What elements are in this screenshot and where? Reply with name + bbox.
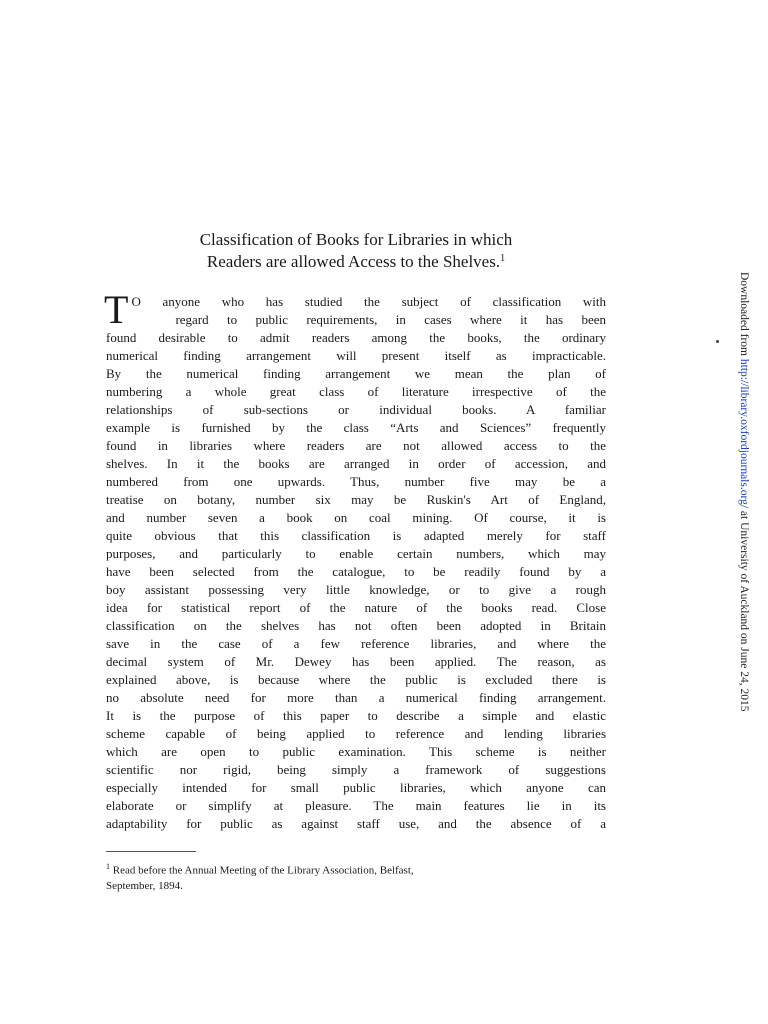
body-line: and number seven a book on coal mining. Of course, it is: [106, 510, 606, 525]
body-line: example is furnished by the class “Arts and Sciences” frequently: [106, 420, 606, 435]
body-line: classification on the shelves has not often been adopted in Britain: [106, 618, 606, 633]
body-line: boy assistant possessing very little knowledge, or to give a rough: [106, 582, 606, 597]
body-line: numbered from one upwards. Thus, number five may be a: [106, 474, 606, 489]
body-line: have been selected from the catalogue, to be readily found by a: [106, 564, 606, 579]
body-line: numerical finding arrangement will present itself as impracticable.: [106, 348, 606, 363]
body-line: found desirable to admit readers among the books, the ordinary: [106, 330, 606, 345]
download-prefix: Downloaded from: [738, 272, 750, 359]
footnote-mark: 1: [106, 862, 110, 871]
body-line: It is the purpose of this paper to describe a simple and elastic: [106, 708, 606, 723]
body-line: explained above, is because where the public is excluded there is: [106, 672, 606, 687]
body-line: shelves. In it the books are arranged in order of accession, and: [106, 456, 606, 471]
body-line: scheme capable of being applied to reference and lending libraries: [106, 726, 606, 741]
download-notice: [738, 272, 750, 712]
download-link[interactable]: http://library.oxfordjournals.org/: [738, 358, 750, 509]
body-line: regard to public requirements, in cases where it has been: [175, 312, 606, 327]
body-line: relationships of sub-sections or individual books. A familiar: [106, 402, 606, 417]
stray-mark: [716, 340, 719, 343]
body-line: scientific nor rigid, being simply a framework of suggestions: [106, 762, 606, 777]
body-line: numbering a whole great class of literature irrespective of the: [106, 384, 606, 399]
footnote-line-1: [106, 859, 606, 879]
title-footnote-mark: 1: [500, 253, 506, 264]
footnote-line-2: September, 1894.: [106, 879, 183, 892]
body-line: By the numerical finding arrangement we mean the plan of: [106, 366, 606, 381]
body-line: especially intended for small public libraries, which anyone can: [106, 780, 606, 795]
body-line: no absolute need for more than a numerical finding arrangement.: [106, 690, 606, 705]
title-line-2-text: Readers are allowed Access to the Shelves.: [206, 252, 501, 271]
body-line: quite obvious that this classification is adapted merely for staff: [106, 528, 606, 543]
body-line: decimal system of Mr. Dewey has been applied. The reason, as: [106, 654, 606, 669]
body-line: save in the case of a few reference libraries, and where the: [106, 636, 606, 651]
body-line: O anyone who has studied the subject of classification with: [131, 294, 606, 309]
footnote: [106, 859, 606, 894]
title-line-1: Classification of Books for Libraries in which: [199, 230, 513, 249]
download-suffix: at University of Auckland on June 24, 2015: [738, 508, 750, 712]
body-line: treatise on botany, number six may be Ruskin's Art of England,: [106, 492, 606, 507]
body-line: which are open to public examination. This scheme is neither: [106, 744, 606, 759]
body-line: adaptability for public as against staff use, and the absence of a: [106, 816, 606, 831]
body-line: elaborate or simplify at pleasure. The main features lie in its: [106, 798, 606, 813]
body-line: purposes, and particularly to enable certain numbers, which may: [106, 546, 606, 561]
article-body: [104, 287, 606, 833]
article-title: [100, 229, 612, 273]
footnote-text-1: Read before the Annual Meeting of the Library Association, Belfast,: [112, 864, 414, 877]
drop-cap: T: [104, 287, 129, 332]
body-line: idea for statistical report of the nature of the books read. Close: [106, 600, 606, 615]
title-line-2: [100, 251, 612, 273]
body-line: found in libraries where readers are not allowed access to the: [106, 438, 606, 453]
footnote-rule: [106, 851, 196, 852]
body-lines: [106, 311, 606, 833]
